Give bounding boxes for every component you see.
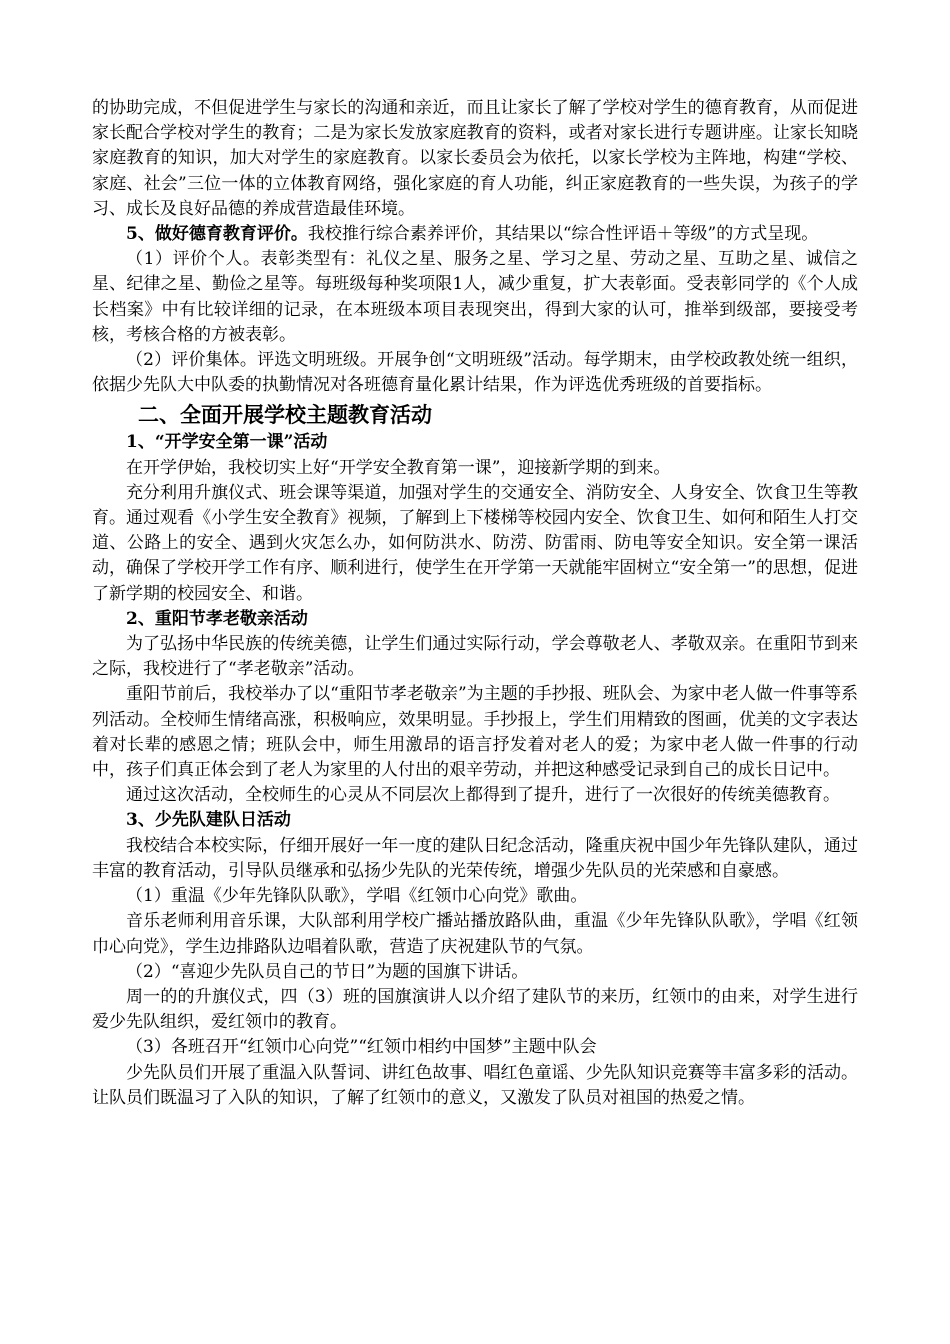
paragraph-evaluation-body: 我校推行综合素养评价，其结果以“综合性评语＋等级”的方式呈现。 bbox=[307, 224, 819, 245]
paragraph-pioneers-item1: （1）重温《少年先锋队队歌》，学唱《红领巾心向党》歌曲。 bbox=[126, 886, 588, 907]
heading-pioneers-day: 3、少先队建队日活动 bbox=[126, 810, 291, 831]
paragraph-evaluation-intro bbox=[92, 222, 858, 247]
paragraph-home-school: 的协助完成，不但促进学生与家长的沟通和亲近，而且让家长了解了学校对学生的德育教育，从而促进家长配合学校对学生的教育；二是为家长发放家庭教育的资料，或者对家长进行专题讲座。让家长知晓家庭教育的知识，加大对学生的家庭教育。以家长委员会为依托，以家长学校为主阵地，构建“学校、家庭、社会”三位一体的立体教育网络，强化家庭的育人功能，纠正家庭教育的一些失误，为孩子的学习、成长及良好品德的养成营造最佳环境。 bbox=[92, 98, 858, 219]
paragraph-safety-start: 在开学伊始，我校切实上好“开学安全教育第一课”，迎接新学期的到来。 bbox=[126, 457, 671, 478]
paragraph-evaluate-individual: （1）评价个人。表彰类型有：礼仪之星、服务之星、学习之星、劳动之星、互助之星、诚信之星、纪律之星、勤俭之星等。每班级每种奖项限1人，减少重复，扩大表彰面。受表彰同学的《个人成长档案》中有比较详细的记录，在本班级本项目表现突出，得到大家的认可，推举到级部，要接受考核，考核合格的方被表彰。 bbox=[92, 249, 858, 345]
paragraph-pioneers-item2: （2）“喜迎少先队员自己的节日”为题的国旗下讲话。 bbox=[126, 961, 529, 982]
heading-moral-evaluation: 5、做好德育教育评价。 bbox=[126, 224, 308, 245]
paragraph-double-ninth-detail: 重阳节前后，我校举办了以“重阳节孝老敬亲”为主题的手抄报、班队会、为家中老人做一件事等系列活动。全校师生情绪高涨，积极响应，效果明显。手抄报上，学生们用精致的图画，优美的文字表达着对长辈的感恩之情；班队会中，师生用激昂的语言抒发着对老人的爱；为家中老人做一件事的行动中，孩子们真正体会到了老人为家里的人付出的艰辛劳动，并把这种感受记录到自己的成长日记中。 bbox=[92, 684, 858, 781]
paragraph-safety-detail: 充分利用升旗仪式、班会课等渠道，加强对学生的交通安全、消防安全、人身安全、饮食卫生等教育。通过观看《小学生安全教育》视频，了解到上下楼梯等校园内安全、饮食卫生、如何和陌生人打交道、公路上的安全、遇到火灾怎么办，如何防洪水、防涝、防雷雨、防电等安全知识。安全第一课活动，确保了学校开学工作有序、顺利进行，使学生在开学第一天就能牢固树立“安全第一”的思想，促进了新学期的校园安全、和谐。 bbox=[92, 482, 858, 604]
paragraph-pioneers-item3: （3）各班召开“红领巾心向党”“红领巾相约中国梦”主题中队会 bbox=[126, 1037, 597, 1058]
paragraph-pioneers-item3-detail: 少先队员们开展了重温入队誓词、讲红色故事、唱红色童谣、少先队知识竞赛等丰富多彩的活动。让队员们既温习了入队的知识，了解了红领巾的意义，又激发了队员对祖国的热爱之情。 bbox=[92, 1062, 858, 1108]
paragraph-evaluate-collective: （2）评价集体。评选文明班级。开展争创“文明班级”活动。每学期末，由学校政教处统一组织，依据少先队大中队委的执勤情况对各班德育量化累计结果，作为评选优秀班级的首要指标。 bbox=[92, 350, 858, 396]
heading-safety-first-lesson: 1、“开学安全第一课”活动 bbox=[126, 432, 328, 453]
paragraph-double-ninth-intro: 为了弘扬中华民族的传统美德，让学生们通过实际行动，学会尊敬老人、孝敬双亲。在重阳节到来之际，我校进行了“孝老敬亲”活动。 bbox=[92, 634, 858, 680]
paragraph-pioneers-item2-detail: 周一的的升旗仪式，四（3）班的国旗演讲人以介绍了建队节的来历，红领巾的由来，对学生进行爱少先队组织，爱红领巾的教育。 bbox=[92, 986, 858, 1033]
paragraph-pioneers-intro: 我校结合本校实际，仔细开展好一年一度的建队日纪念活动，隆重庆祝中国少年先锋队建队，通过丰富的教育活动，引导队员继承和弘扬少先队的光荣传统，增强少先队员的光荣感和自豪感。 bbox=[92, 835, 858, 881]
paragraph-double-ninth-result: 通过这次活动，全校师生的心灵从不同层次上都得到了提升，进行了一次很好的传统美德教育。 bbox=[126, 785, 840, 806]
paragraph-pioneers-item1-detail: 音乐老师利用音乐课，大队部利用学校广播站播放路队曲，重温《少年先锋队队歌》，学唱《红领巾心向党》，学生边排路队边唱着队歌，营造了庆祝建队节的气氛。 bbox=[92, 911, 858, 957]
heading-double-ninth: 2、重阳节孝老敬亲活动 bbox=[126, 608, 308, 629]
section-title-theme-activities: 二、全面开展学校主题教育活动 bbox=[138, 403, 432, 428]
